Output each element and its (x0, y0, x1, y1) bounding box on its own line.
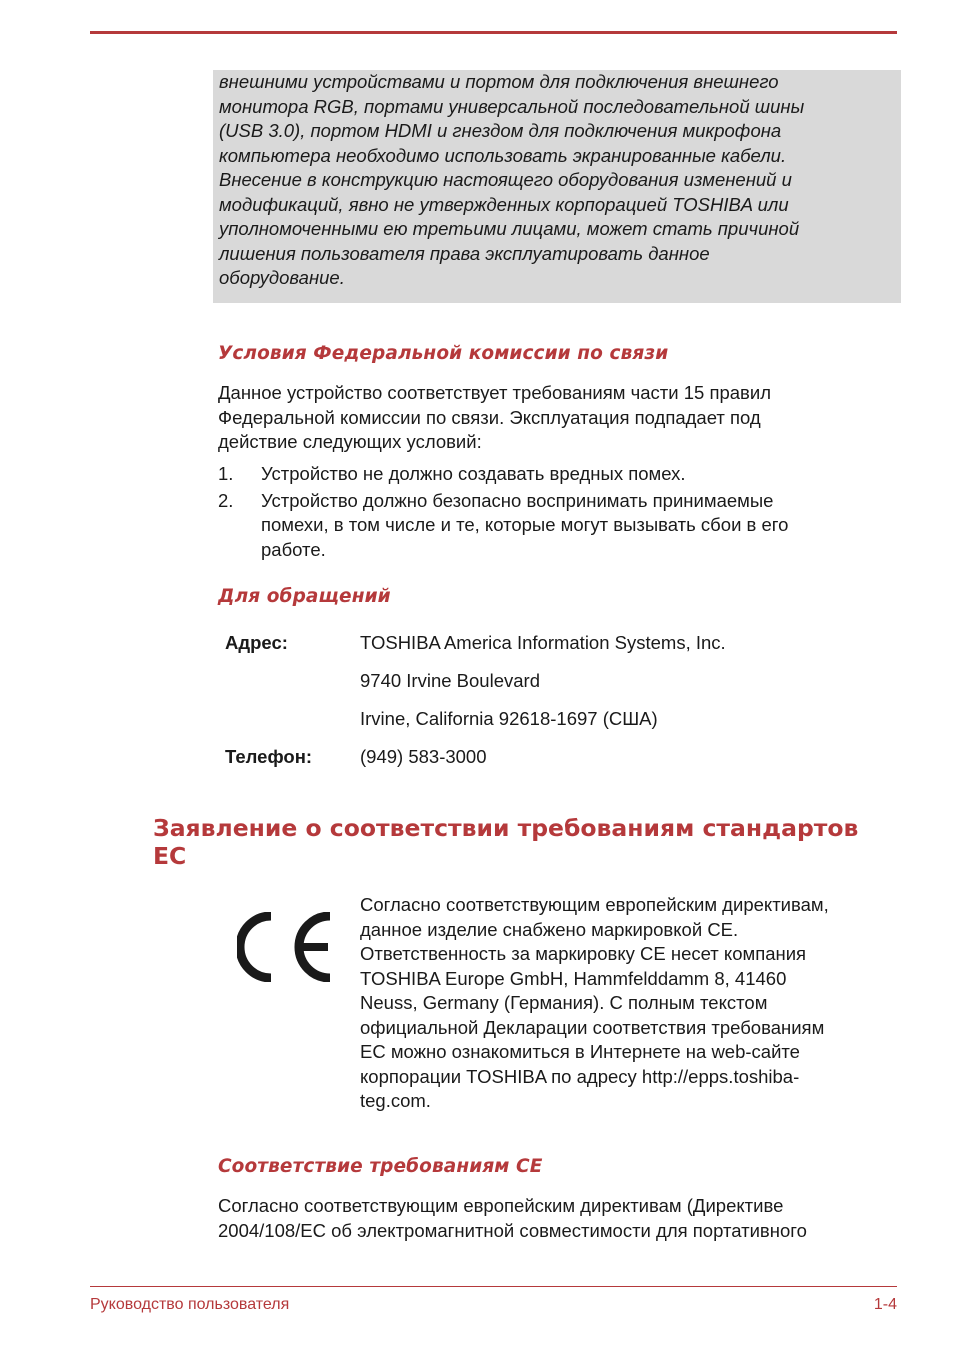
ce-text-line: 2004/108/ЕС об электромагнитной совместимости для портативного (218, 1219, 807, 1241)
note-line: компьютера необходимо использовать экранированные кабели. (219, 144, 787, 166)
eu-declaration-heading (153, 814, 913, 870)
eu-text-line: Ответственность за маркировку CE несет компания (360, 943, 807, 964)
eu-text-line: официальной Декларации соответствия требованиям (360, 1016, 825, 1038)
note-line: Внесение в конструкцию настоящего оборудования изменений и (219, 169, 792, 190)
list-item (218, 489, 868, 563)
address-line: Irvine, California 92618-1697 (США) (360, 708, 658, 729)
note-line: монитора RGB, портами универсальной последовательной шины (219, 95, 805, 117)
fcc-conditions-list (218, 462, 868, 564)
eu-text-line: корпорации TOSHIBA по адресу http://epps.toshiba- (360, 1065, 800, 1087)
ce-mark-logo (237, 912, 333, 982)
eu-text-line: Neuss, Germany (Германия). С полным текстом (360, 992, 768, 1013)
contact-heading: Для обращений (218, 586, 391, 607)
phone-label: Телефон: (225, 746, 313, 767)
fcc-intro-line: Федеральной комиссии по связи. Эксплуатация подпадает под (218, 406, 761, 428)
list-item-text: Устройство не должно создавать вредных помех. (261, 463, 686, 484)
address-line: 9740 Irvine Boulevard (360, 670, 540, 691)
fcc-intro-line: действие следующих условий: (218, 431, 482, 452)
list-number: 2. (218, 489, 234, 511)
ce-compliance-heading: Соответствие требованиям CE (218, 1156, 543, 1177)
eu-text-line: ЕС можно ознакомиться в Интернете на web-сайте (360, 1041, 800, 1062)
address-label: Адрес: (225, 632, 288, 653)
header-rule (90, 31, 897, 34)
list-item-text: Устройство должно безопасно воспринимать принимаемые (261, 489, 774, 511)
eu-declaration-text (360, 893, 829, 1114)
eu-text-line: teg.com. (360, 1090, 431, 1111)
list-item (218, 462, 868, 487)
note-line: оборудование. (219, 267, 345, 288)
shielded-cable-note (213, 70, 901, 303)
note-line: внешними устройствами и портом для подключения внешнего (219, 71, 779, 92)
list-item-text: работе. (261, 538, 326, 560)
eu-text-line: TOSHIBA Europe GmbH, Hammfelddamm 8, 41460 (360, 967, 787, 989)
ce-compliance-text (218, 1194, 807, 1243)
eu-text-line: данное изделие снабжено маркировкой CE. (360, 918, 739, 940)
eu-text-line: Согласно соответствующим европейским директивам, (360, 894, 829, 915)
footer-title: Руководство пользователя (90, 1296, 290, 1313)
list-number: 1. (218, 463, 234, 484)
fcc-heading: Условия Федеральной комиссии по связи (218, 343, 669, 364)
eu-heading-line: Заявление о соответствии требованиям стандартов (153, 814, 859, 842)
eu-heading-line: ЕС (153, 842, 187, 870)
note-line: (USB 3.0), портом HDMI и гнездом для подключения микрофона (219, 120, 782, 141)
fcc-intro (218, 381, 771, 455)
note-line: лишения пользователя права эксплуатировать данное (219, 242, 710, 264)
ce-text-line: Согласно соответствующим европейским директивам (Директиве (218, 1195, 784, 1216)
note-line: уполномоченными ею третьими лицами, может стать причиной (219, 218, 800, 239)
footer-rule (90, 1286, 897, 1287)
address-line: TOSHIBA America Information Systems, Inc. (360, 632, 726, 653)
phone-value: (949) 583-3000 (360, 746, 487, 767)
list-item-text: помехи, в том числе и те, которые могут вызывать сбои в его (261, 514, 789, 535)
note-line: модификаций, явно не утвержденных корпорацией TOSHIBA или (219, 193, 789, 215)
fcc-intro-line: Данное устройство соответствует требованиям части 15 правил (218, 382, 772, 403)
page-number: 1-4 (873, 1296, 897, 1313)
